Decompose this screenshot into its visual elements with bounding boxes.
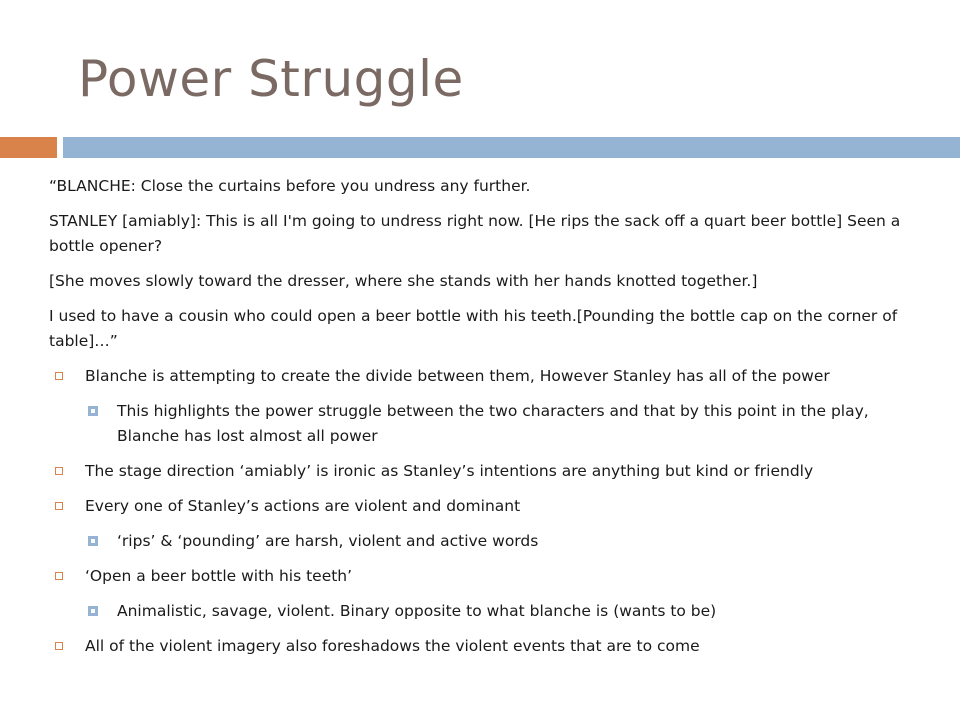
quote-line-blanche: “BLANCHE: Close the curtains before you undress any further. (49, 177, 531, 195)
bullet-open-bottle (49, 564, 909, 589)
bullet-divide (49, 364, 909, 389)
filled-square-bullet-icon (88, 536, 98, 546)
hollow-square-bullet-icon (55, 502, 63, 510)
quote-line-stanley: STANLEY [amiably]: This is all I'm going to undress right now. [He rips the sack off a quart beer bottle] Seen a bottle opener? (49, 212, 901, 255)
bullet-text: The stage direction ‘amiably’ is ironic as Stanley’s intentions are anything but kind or friendly (85, 462, 814, 480)
hollow-square-bullet-icon (55, 642, 63, 650)
sub-bullet-rips-pounding (49, 529, 909, 554)
sub-bullet-text: Animalistic, savage, violent. Binary opposite to what blanche is (wants to be) (117, 602, 717, 620)
bullet-text: All of the violent imagery also foreshadows the violent events that are to come (85, 637, 700, 655)
hollow-square-bullet-icon (55, 572, 63, 580)
slide-title: Power Struggle (78, 50, 464, 108)
sub-bullet-power-struggle (49, 399, 909, 449)
quote-stage-direction: [She moves slowly toward the dresser, where she stands with her hands knotted together.] (49, 272, 758, 290)
title-accent-bar-orange (0, 137, 57, 158)
title-accent-bar-blue (63, 137, 960, 158)
bullet-violent-actions (49, 494, 909, 519)
quote-line-cousin: I used to have a cousin who could open a beer bottle with his teeth.[Pounding the bottle cap on the corner of table]…” (49, 307, 898, 350)
bullet-text: Every one of Stanley’s actions are violent and dominant (85, 497, 521, 515)
filled-square-bullet-icon (88, 406, 98, 416)
slide-content (49, 174, 909, 669)
sub-bullet-text: ‘rips’ & ‘pounding’ are harsh, violent and active words (117, 532, 539, 550)
bullet-foreshadows (49, 634, 909, 659)
sub-bullet-text: This highlights the power struggle between the two characters and that by this point in the play, Blanche has lost almost all power (117, 402, 869, 445)
filled-square-bullet-icon (88, 606, 98, 616)
bullet-text: ‘Open a beer bottle with his teeth’ (85, 567, 353, 585)
hollow-square-bullet-icon (55, 372, 63, 380)
bullet-text: Blanche is attempting to create the divide between them, However Stanley has all of the power (85, 367, 830, 385)
hollow-square-bullet-icon (55, 467, 63, 475)
sub-bullet-animalistic (49, 599, 909, 624)
bullet-amiably (49, 459, 909, 484)
